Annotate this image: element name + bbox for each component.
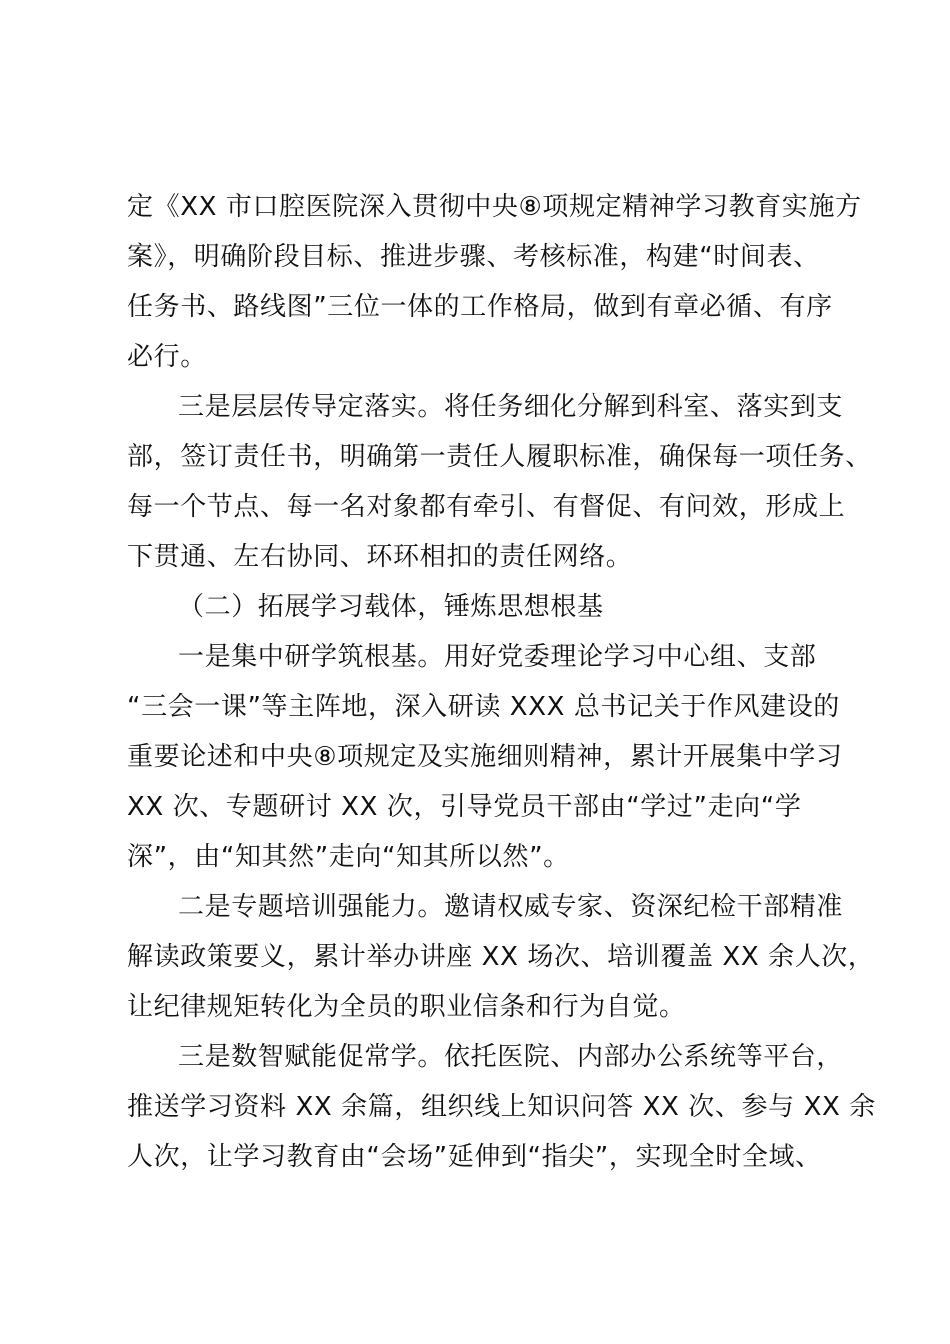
text-line: 解读政策要义，累计举办讲座 XX 场次、培训覆盖 XX 余人次，	[127, 942, 875, 972]
text-line: XX 次、专题研讨 XX 次，引导党员干部由“学过”走向“学	[127, 792, 802, 822]
text-line: 推送学习资料 XX 余篇，组织线上知识问答 XX 次、参与 XX 余	[127, 1092, 876, 1122]
text-line: 案》，明确阶段目标、推进步骤、考核标准，构建“时间表、	[127, 242, 820, 272]
text-line: 重要论述和中央⑧项规定及实施细则精神，累计开展集中学习	[127, 742, 843, 772]
text-line: 必行。	[127, 342, 207, 372]
text-line: 二是专题培训强能力。邀请权威专家、资深纪检干部精准	[178, 892, 844, 922]
text-line: 任务书、路线图”三位一体的工作格局，做到有章必循、有序	[127, 292, 833, 322]
text-line: 让纪律规矩转化为全员的职业信条和行为自觉。	[127, 992, 686, 1022]
text-line: “三会一课”等主阵地，深入研读 XXX 总书记关于作风建设的	[127, 692, 840, 722]
text-line: 一是集中研学筑根基。用好党委理论学习中心组、支部	[178, 642, 817, 672]
text-line: 每一个节点、每一名对象都有牵引、有督促、有问效，形成上	[127, 492, 846, 522]
text-line: 三是数智赋能促常学。依托医院、内部办公系统等平台，	[178, 1042, 844, 1072]
text-line: 三是层层传导定落实。将任务细化分解到科室、落实到支	[178, 392, 844, 422]
text-line: 深”，由“知其然”走向“知其所以然”。	[127, 842, 570, 872]
text-line: 部，签订责任书，明确第一责任人履职标准，确保每一项任务、	[127, 442, 872, 472]
text-line: 定《XX 市口腔医院深入贯彻中央⑧项规定精神学习教育实施方	[127, 192, 862, 222]
text-line: 下贯通、左右协同、环环相扣的责任网络。	[127, 542, 633, 572]
section-heading: （二）拓展学习载体，锤炼思想根基	[178, 592, 604, 622]
text-line: 人次，让学习教育由“会场”延伸到“指尖”，实现全时全域、	[127, 1142, 822, 1172]
